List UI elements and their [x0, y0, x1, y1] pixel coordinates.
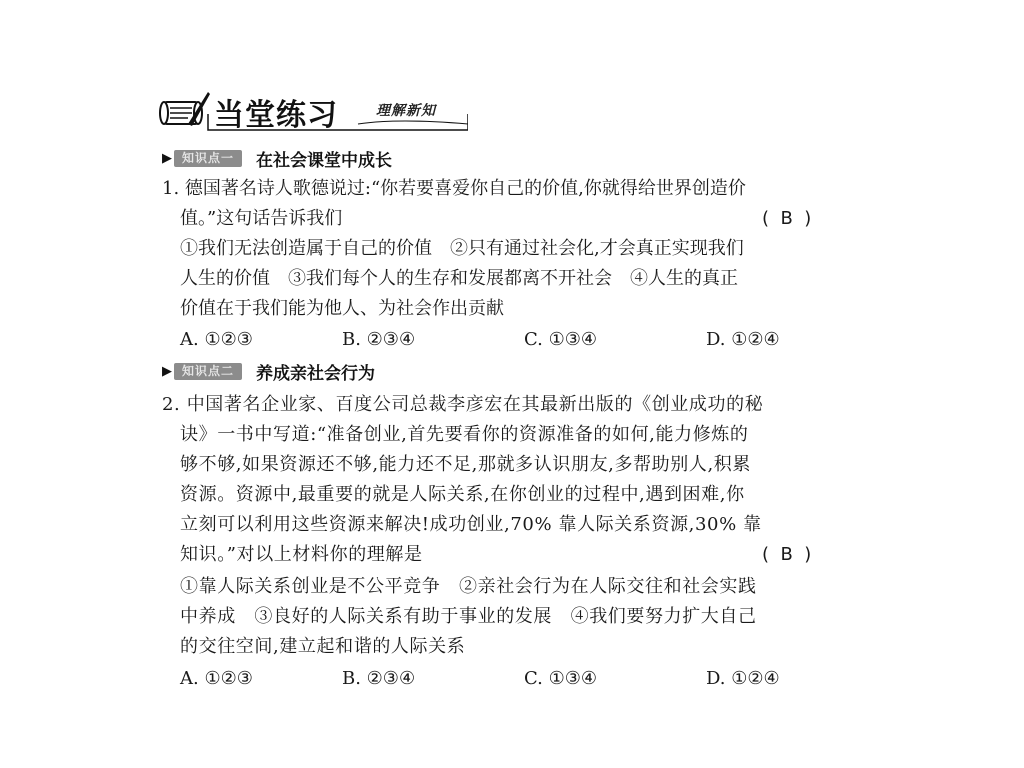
- option-b: B. ②③④: [342, 329, 416, 350]
- answer-options: [180, 325, 820, 355]
- option-d: D. ①②④: [706, 329, 780, 350]
- option-c: C. ①③④: [524, 668, 597, 689]
- knowledge-point-1: [162, 146, 392, 170]
- option-c: C. ①③④: [524, 329, 597, 350]
- knowledge-point-tag: 知识点一: [174, 150, 242, 167]
- answer-bracket: ( B ): [762, 544, 812, 565]
- banner-subtitle: 理解新知: [376, 103, 436, 119]
- knowledge-point-tag: 知识点二: [174, 363, 242, 380]
- option-a: A. ①②③: [180, 329, 253, 350]
- question-text-line: 立刻可以利用这些资源来解决!成功创业,70% 靠人际关系资源,30% 靠: [180, 514, 762, 535]
- knowledge-point-title: 在社会课堂中成长: [256, 150, 393, 171]
- answer-options: [180, 664, 820, 694]
- option-a: A. ①②③: [180, 668, 253, 689]
- question-text-line: 够不够,如果资源还不够,能力还不足,那就多认识朋友,多帮助别人,积累: [180, 454, 752, 475]
- question-text-line: 知识。”对以上材料你的理解是: [180, 544, 423, 565]
- statement-line: 价值在于我们能为他人、为社会作出贡献: [180, 298, 504, 319]
- scroll-quill-icon: [158, 88, 212, 132]
- question-text-line: 1. 德国著名诗人歌德说过:“你若要喜爱你自己的价值,你就得给世界创造价: [162, 178, 746, 199]
- option-d: D. ①②④: [706, 668, 780, 689]
- statement-line: ①我们无法创造属于自己的价值 ②只有通过社会化,才会真正实现我们: [180, 238, 744, 259]
- statement-line: 中养成 ③良好的人际关系有助于事业的发展 ④我们要努力扩大自己: [180, 606, 757, 627]
- question-text-line: 诀》一书中写道:“准备创业,首先要看你的资源准备的如何,能力修炼的: [180, 424, 749, 445]
- triangle-arrow-icon: ▶: [162, 363, 172, 379]
- statement-line: 人生的价值 ③我们每个人的生存和发展都离不开社会 ④人生的真正: [180, 268, 738, 289]
- statement-line: ①靠人际关系创业是不公平竞争 ②亲社会行为在人际交往和社会实践: [180, 576, 757, 597]
- triangle-arrow-icon: ▶: [162, 150, 172, 166]
- knowledge-point-title: 养成亲社会行为: [256, 363, 376, 384]
- answer-bracket: ( B ): [762, 208, 812, 229]
- question-text-line: 资源。资源中,最重要的就是人际关系,在你创业的过程中,遇到困难,你: [180, 484, 745, 505]
- question-text-line: 值。”这句话告诉我们: [180, 208, 343, 229]
- section-banner: [158, 84, 468, 134]
- option-b: B. ②③④: [342, 668, 416, 689]
- knowledge-point-2: [162, 359, 375, 383]
- question-text-line: 2. 中国著名企业家、百度公司总裁李彦宏在其最新出版的《创业成功的秘: [162, 394, 764, 415]
- banner-title: 当堂练习: [214, 98, 338, 133]
- statement-line: 的交往空间,建立起和谐的人际关系: [180, 636, 466, 657]
